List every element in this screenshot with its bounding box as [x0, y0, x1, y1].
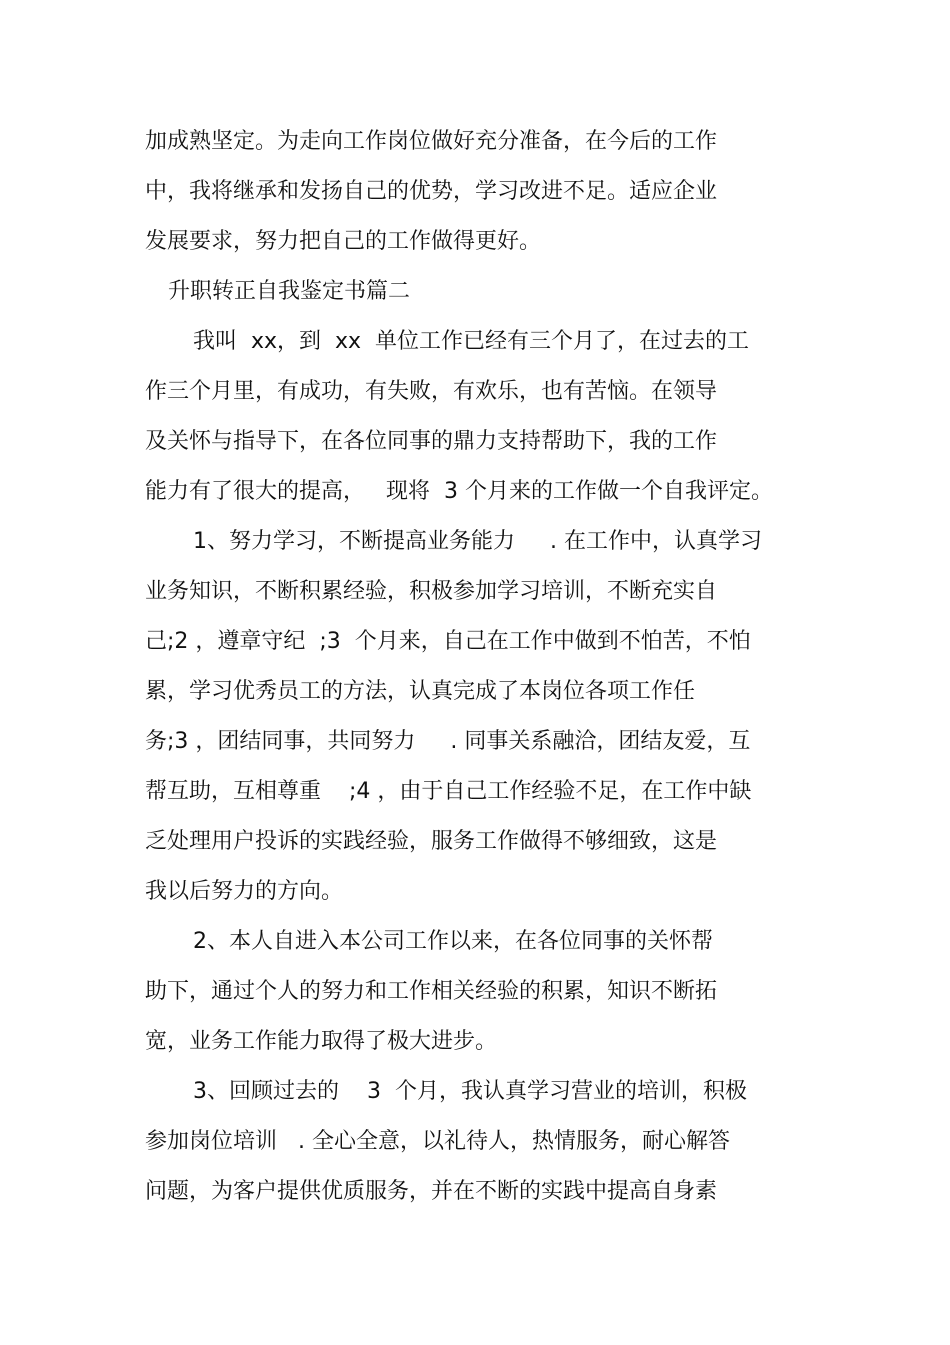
text-line: 乏处理用户投诉的实践经验，服务工作做得不够细致，这是	[145, 829, 718, 854]
text-line: 务;3 ，团结同事，共同努力 . 同事关系融洽，团结友爱，互	[145, 729, 751, 754]
text-line: 能力有了很大的提高， 现将 3 个月来的工作做一个自我评定。	[145, 479, 773, 504]
text-line: 参加岗位培训 . 全心全意，以礼待人，热情服务，耐心解答	[145, 1129, 730, 1154]
text-line: 累，学习优秀员工的方法，认真完成了本岗位各项工作任	[145, 679, 696, 704]
text-line: 2、本人自进入本公司工作以来，在各位同事的关怀帮	[193, 929, 713, 954]
text-line: 3、回顾过去的 3 个月，我认真学习营业的培训，积极	[193, 1079, 747, 1104]
text-line: 发展要求，努力把自己的工作做得更好。	[145, 229, 542, 254]
text-line: 我叫 xx，到 xx 单位工作已经有三个月了，在过去的工	[193, 329, 750, 354]
text-line: 助下，通过个人的努力和工作相关经验的积累，知识不断拓	[145, 979, 718, 1004]
text-line: 及关怀与指导下，在各位同事的鼎力支持帮助下，我的工作	[145, 429, 718, 454]
text-line: 宽，业务工作能力取得了极大进步。	[145, 1029, 498, 1054]
text-line: 问题，为客户提供优质服务，并在不断的实践中提高自身素	[145, 1179, 718, 1204]
text-line: 中，我将继承和发扬自己的优势，学习改进不足。适应企业	[145, 179, 718, 204]
text-line: 作三个月里，有成功，有失败，有欢乐，也有苦恼。在领导	[145, 379, 718, 404]
text-line: 帮互助，互相尊重 ;4 ，由于自己工作经验不足，在工作中缺	[145, 779, 752, 804]
text-line: 加成熟坚定。为走向工作岗位做好充分准备，在今后的工作	[145, 129, 718, 154]
text-line: 业务知识，不断积累经验，积极参加学习培训，不断充实自	[145, 579, 718, 604]
text-line: 1、努力学习，不断提高业务能力 . 在工作中，认真学习	[193, 529, 762, 554]
text-line: 己;2 ，遵章守纪 ;3 个月来，自己在工作中做到不怕苦，不怕	[145, 629, 751, 654]
text-line: 我以后努力的方向。	[145, 879, 344, 904]
section-heading: 升职转正自我鉴定书篇二	[168, 279, 411, 304]
